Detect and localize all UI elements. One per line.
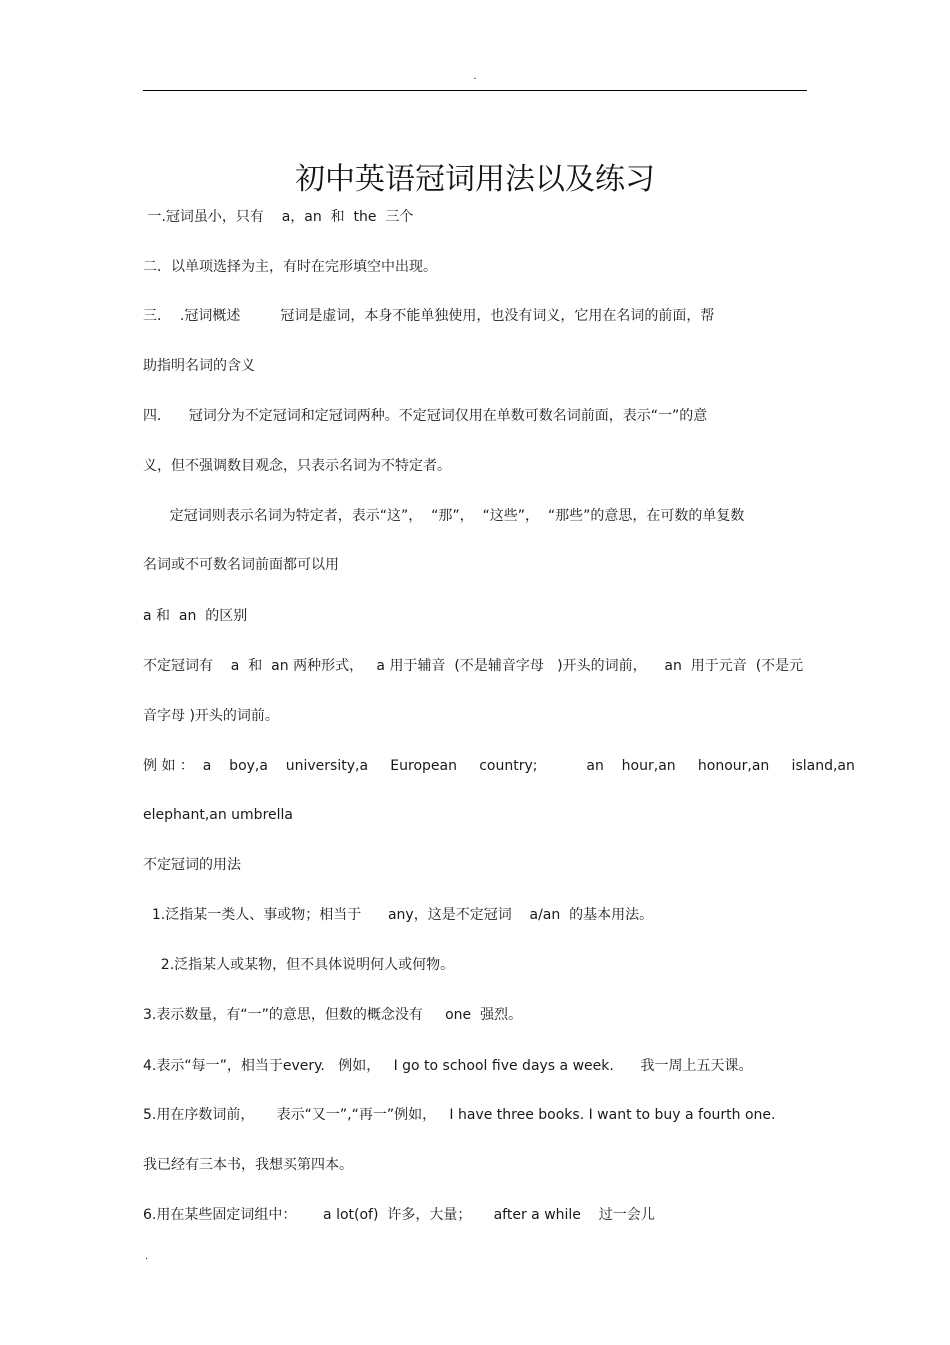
text-line-16: 2.泛指某人或某物，但不具体说明何人或何物。 xyxy=(143,957,455,973)
text-line-7: 定冠词则表示名词为特定者，表示“这”， “那”， “这些”， “那些”的意思，在可数的单复数 xyxy=(143,508,745,524)
header-rule xyxy=(143,90,807,91)
text-line-8: 名词或不可数名词前面都可以用 xyxy=(143,557,339,573)
text-line-10: 不定冠词有 a 和 an 两种形式， a 用于辅音 (不是辅音字母 )开头的词前， an 用于元音 (不是元 xyxy=(143,658,804,674)
text-line-11: 音字母 )开头的词前。 xyxy=(143,708,279,724)
text-line-18: 4.表示“每一”，相当于every. 例如， I go to school five days a week. 我一周上五天课。 xyxy=(143,1058,753,1074)
text-line-4: 助指明名词的含义 xyxy=(143,358,255,374)
text-line-15: 1.泛指某一类人、事或物；相当于 any，这是不定冠词 a/an 的基本用法。 xyxy=(143,907,654,923)
text-line-3: 三． .冠词概述 冠词是虚词，本身不能单独使用，也没有词义，它用在名词的前面，帮 xyxy=(143,308,715,324)
text-line-1: 一.冠词虽小，只有 a，an 和 the 三个 xyxy=(143,209,414,225)
text-line-9: a 和 an 的区别 xyxy=(143,608,248,624)
text-line-5: 四． 冠词分为不定冠词和定冠词两种。不定冠词仅用在单数可数名词前面，表示“一”的意 xyxy=(143,408,708,424)
text-line-17: 3.表示数量，有“一”的意思，但数的概念没有 one 强烈。 xyxy=(143,1007,523,1023)
text-line-2: 二．以单项选择为主，有时在完形填空中出现。 xyxy=(143,259,437,275)
text-line-13: elephant,an umbrella xyxy=(143,807,293,823)
footer-mark: . xyxy=(145,1251,149,1262)
text-line-12: 例 如 ： a boy,a university,a European country; an hour,an honour,an island,an xyxy=(143,758,855,774)
text-line-14: 不定冠词的用法 xyxy=(143,857,241,873)
page-title: 初中英语冠词用法以及练习 xyxy=(295,162,655,198)
text-line-19: 5.用在序数词前， 表示“又一”,“再一”例如， I have three books. I want to buy a fourth one. xyxy=(143,1107,776,1123)
text-line-20: 我已经有三本书，我想买第四本。 xyxy=(143,1157,353,1173)
text-line-6: 义，但不强调数目观念，只表示名词为不特定者。 xyxy=(143,458,451,474)
header-mark: . xyxy=(473,71,477,82)
text-line-21: 6.用在某些固定词组中： a lot(of) 许多，大量； after a while 过一会儿 xyxy=(143,1207,655,1223)
